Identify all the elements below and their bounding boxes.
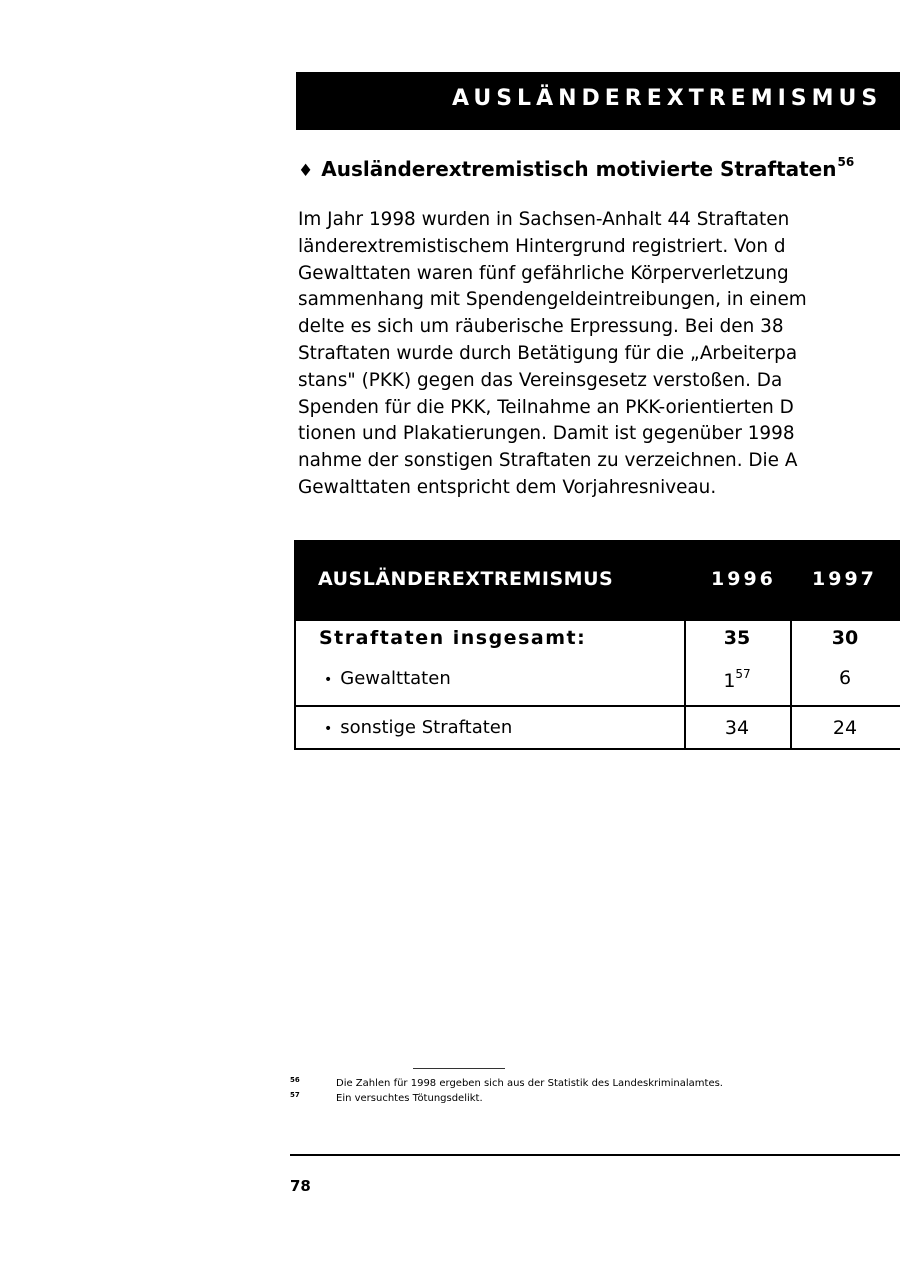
table-value-other-1996: 34 xyxy=(724,717,750,739)
footnote-number: 56 xyxy=(290,1076,300,1084)
body-line: Straftaten wurde durch Betätigung für die „Arbeiterpa xyxy=(298,342,798,364)
table-row-label-other-text: sonstige Straftaten xyxy=(340,717,513,738)
section-heading-text: Ausländerextremistisch motivierte Straftaten xyxy=(321,157,837,181)
table-value-violent-1996-number: 1 xyxy=(723,670,736,692)
footnote-ref-56[interactable]: 56 xyxy=(837,155,855,169)
body-paragraph xyxy=(298,207,900,502)
table-value-other-1997: 24 xyxy=(832,717,858,739)
table-row-label-violent-text: Gewalttaten xyxy=(340,668,451,689)
body-line: stans" (PKK) gegen das Vereinsgesetz verstoßen. Da xyxy=(298,369,783,391)
footnote-text: Ein versuchtes Tötungsdelikt. xyxy=(336,1093,483,1104)
table-header-label: AUSLÄNDEREXTREMISMUS xyxy=(318,568,614,590)
footnote-number: 57 xyxy=(290,1091,300,1099)
body-line: länderextremistischem Hintergrund registriert. Von d xyxy=(298,235,786,257)
table-header-year-1997: 1997 xyxy=(812,568,877,590)
section-heading xyxy=(298,155,854,181)
table-value-violent-1997: 6 xyxy=(838,667,852,689)
body-line: Gewalttaten entspricht dem Vorjahresniveau. xyxy=(298,476,717,498)
body-line: Spenden für die PKK, Teilnahme an PKK-orientierten D xyxy=(298,396,794,418)
statistics-table-body xyxy=(294,621,900,749)
statistics-table-header xyxy=(294,540,900,621)
bullet-dot-icon: • xyxy=(324,672,333,688)
page-header-bar xyxy=(296,72,900,130)
page-footer-rule xyxy=(290,1154,900,1156)
table-header-year-1996: 1996 xyxy=(711,568,776,590)
body-line: delte es sich um räuberische Erpressung. Bei den 38 xyxy=(298,316,784,338)
table-value-total-1996: 35 xyxy=(723,627,751,649)
body-line: nahme der sonstigen Straftaten zu verzeichnen. Die A xyxy=(298,450,798,472)
table-row-label-violent xyxy=(324,668,451,689)
bullet-dot-icon: • xyxy=(324,721,333,737)
table-value-violent-1996 xyxy=(684,667,790,692)
footnote-ref-57[interactable]: 57 xyxy=(735,667,751,681)
table-row-label-other xyxy=(324,717,512,738)
footnote-text: Die Zahlen für 1998 ergeben sich aus der Statistik des Landeskriminalamtes. xyxy=(336,1078,723,1089)
table-row-label-total: Straftaten insgesamt: xyxy=(319,627,587,649)
body-line: Gewalttaten waren fünf gefährliche Körperverletzung xyxy=(298,262,789,284)
table-value-total-1997: 30 xyxy=(831,627,859,649)
body-line: tionen und Plakatierungen. Damit ist gegenüber 1998 xyxy=(298,423,795,445)
footnote-separator xyxy=(413,1068,505,1069)
body-line: Im Jahr 1998 wurden in Sachsen-Anhalt 44 Straftaten xyxy=(298,209,790,230)
page-header-title: AUSLÄNDEREXTREMISMUS xyxy=(452,86,883,111)
diamond-bullet-icon: ♦ xyxy=(298,161,314,181)
body-line: sammenhang mit Spendengeldeintreibungen, in einem xyxy=(298,289,807,311)
page-number: 78 xyxy=(290,1177,311,1195)
